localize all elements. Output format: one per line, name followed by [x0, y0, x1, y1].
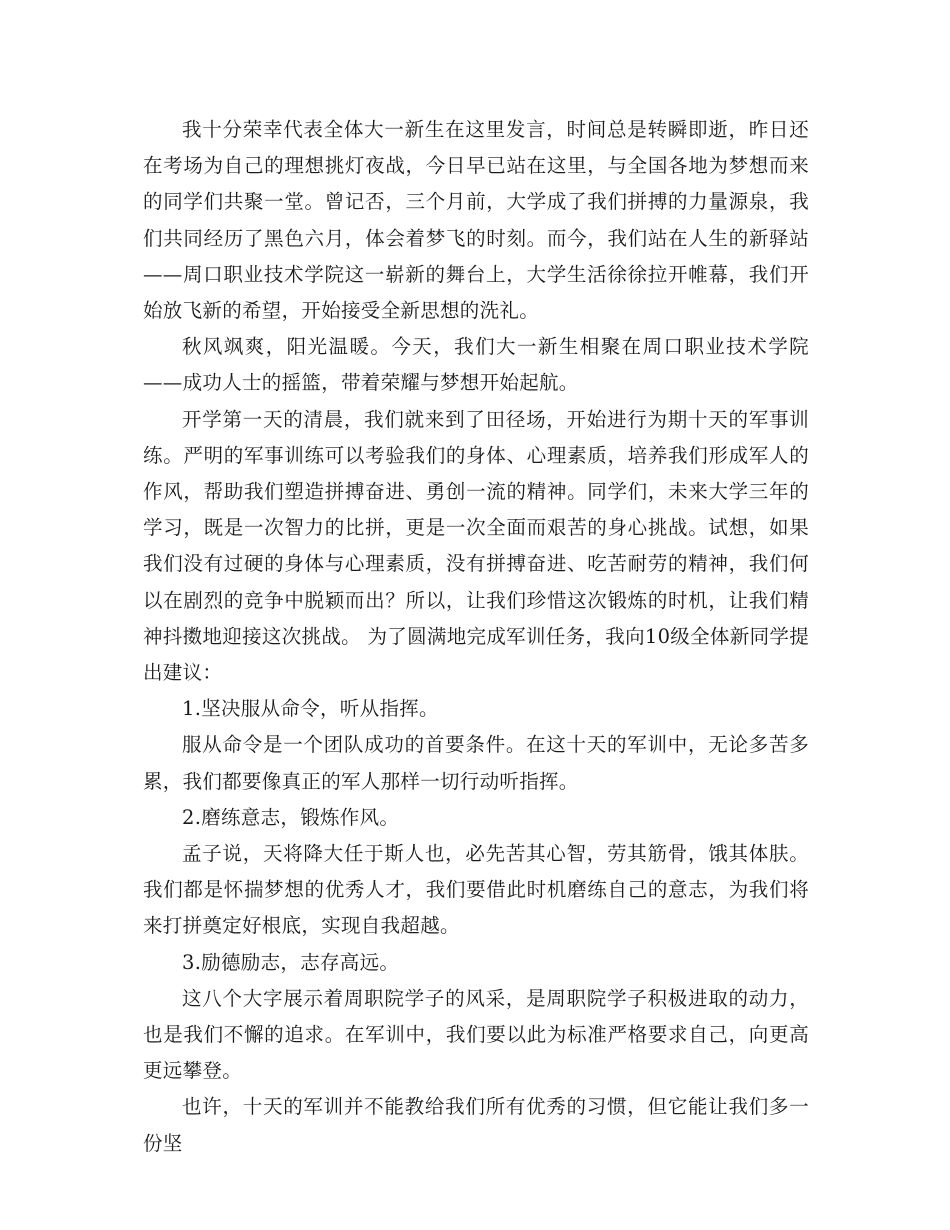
paragraph-military-training: 开学第一天的清晨，我们就来到了田径场，开始进行为期十天的军事训练。严明的军事训练可以考验我们的身体、心理素质，培养我们形成军人的作风，帮助我们塑造拼搏奋进、勇创一流的精神。同学们，未来大学三年的学习，既是一次智力的比拼，更是一次全面而艰苦的身心挑战。试想，如果我们没有过硬的身体与心理素质，没有拼搏奋进、吃苦耐劳的精神，我们何以在剧烈的竞争中脱颖而出？所以，让我们珍惜这次锻炼的时机，让我们精神抖擞地迎接这次挑战。 为了圆满地完成军训任务，我向10级全体新同学提出建议：	[143, 407, 809, 685]
suggestion-heading-3: 3.励德励志，志存高远。	[182, 950, 400, 974]
suggestion-heading-1: 1.坚决服从命令，听从指挥。	[182, 697, 439, 721]
suggestion-body-2: 孟子说，天将降大任于斯人也，必先苦其心智，劳其筋骨，饿其体肤。我们都是怀揣梦想的优秀人才，我们要借此时机磨练自己的意志，为我们将来打拼奠定好根底，实现自我超越。	[143, 842, 809, 938]
document-body	[143, 112, 809, 1162]
suggestion-heading-2: 2.磨练意志，锻炼作风。	[182, 805, 400, 829]
suggestion-body-1: 服从命令是一个团队成功的首要条件。在这十天的军训中，无论多苦多累，我们都要像真正的军人那样一切行动听指挥。	[143, 733, 809, 793]
paragraph-closing: 也许，十天的军训并不能教给我们所有优秀的习惯，但它能让我们多一份坚	[143, 1095, 809, 1155]
paragraph-intro: 我十分荣幸代表全体大一新生在这里发言，时间总是转瞬即逝，昨日还在考场为自己的理想挑灯夜战，今日早已站在这里，与全国各地为梦想而来的同学们共聚一堂。曾记否，三个月前，大学成了我们拼搏的力量源泉，我们共同经历了黑色六月，体会着梦飞的时刻。而今，我们站在人生的新驿站——周口职业技术学院这一崭新的舞台上，大学生活徐徐拉开帷幕，我们开始放飞新的希望，开始接受全新思想的洗礼。	[143, 118, 809, 323]
suggestion-body-3: 这八个大字展示着周职院学子的风采，是周职院学子积极进取的动力，也是我们不懈的追求。在军训中，我们要以此为标准严格要求自己，向更高更远攀登。	[143, 986, 809, 1083]
paragraph-autumn: 秋风飒爽，阳光温暖。今天，我们大一新生相聚在周口职业技术学院——成功人士的摇篮，带着荣耀与梦想开始起航。	[143, 335, 809, 395]
